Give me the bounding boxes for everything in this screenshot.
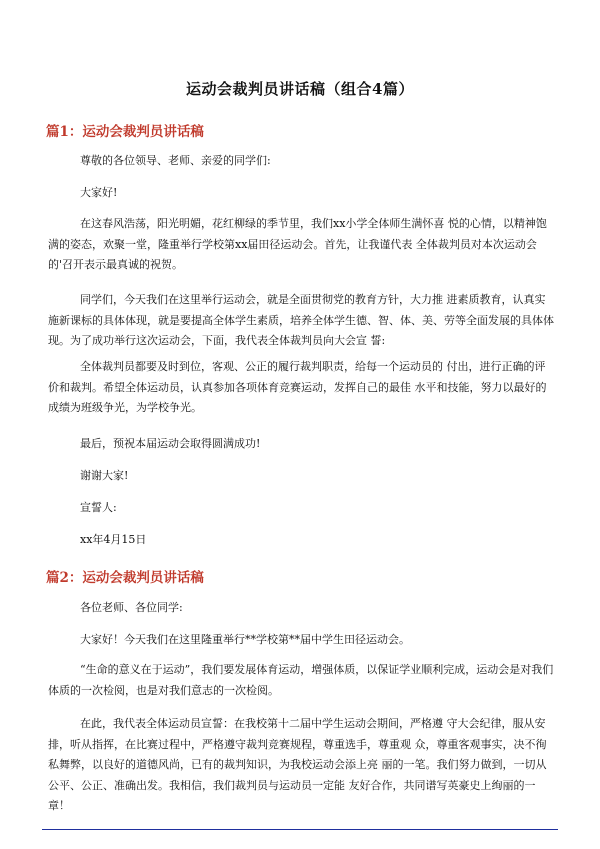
paragraph-1-1: 在这春风浩荡，阳光明媚，花红柳绿的季节里，我们xx小学全体师生满怀喜 悦的心情，以精神饱满的姿态，欢聚一堂，隆重举行学校第xx届田径运动会。首先，让我谨代表 全体裁判员对本次运动会的'召开表示最真诚的祝贺。 [48, 217, 547, 271]
signer-1: 宣誓人: [80, 501, 117, 514]
paragraph-2-3: 在此，我代表全体运动员宣誓：在我校第十二届中学生运动会期间，严格遵 守大会纪律，服从安排，听从指挥，在比赛过程中，严格遵守裁判竞赛规程，尊重选手，尊重观 众，尊重客观事实，决不徇私舞弊，以良好的道德风尚，已有的裁判知识，为我校运动会添上亮 丽的一笔。我们努力做到，一切从公平、公正、准确出发。我相信，我们裁判员与运动员一定能 友好合作，共同谱写英豪史上绚丽的一章！ [48, 717, 547, 812]
section-heading-1: 篇1：运动会裁判员讲话稿 [46, 124, 204, 140]
document-title: 运动会裁判员讲话稿（组合4篇） [186, 80, 414, 98]
section-heading-2: 篇2：运动会裁判员讲话稿 [46, 570, 204, 586]
footer-rule [42, 829, 558, 830]
greeting-1: 大家好! [80, 186, 118, 199]
paragraph-2-1: 大家好！今天我们在这里隆重举行**学校第**届中学生田径运动会。 [80, 633, 410, 646]
salutation-2: 各位老师、各位同学: [80, 601, 183, 614]
thanks-1: 谢谢大家! [80, 469, 129, 482]
salutation-1: 尊敬的各位领导、老师、亲爱的同学们: [80, 154, 271, 167]
closing-1: 最后，预祝本届运动会取得圆满成功! [80, 437, 261, 450]
paragraph-2-2: “生命的意义在于运动”，我们要发展体育运动，增强体质，以保证学业顺利完成，运动会是对我们体质的一次检阅，也是对我们意志的一次检阅。 [48, 663, 554, 697]
paragraph-1-3: 全体裁判员都要及时到位，客观、公正的履行裁判职责，给每一个运动员的 付出，进行正确的评价和裁判。希望全体运动员，认真参加各项体育竞赛运动，发挥自己的最佳 水平和技能，努力以最好的成绩为班级争光，为学校争光。 [48, 360, 547, 414]
paragraph-1-2: 同学们，今天我们在这里举行运动会，就是全面贯彻党的教育方针，大力推 进素质教育，认真实施新课标的具体体现，就是要提高全体学生素质，培养全体学生德、智、体、美、劳等全面发展的具体体现。为了成功举行这次运动会，下面，我代表全体裁判员向大会宣 誓: [48, 293, 554, 347]
date-1: xx年4月15日 [80, 533, 147, 546]
